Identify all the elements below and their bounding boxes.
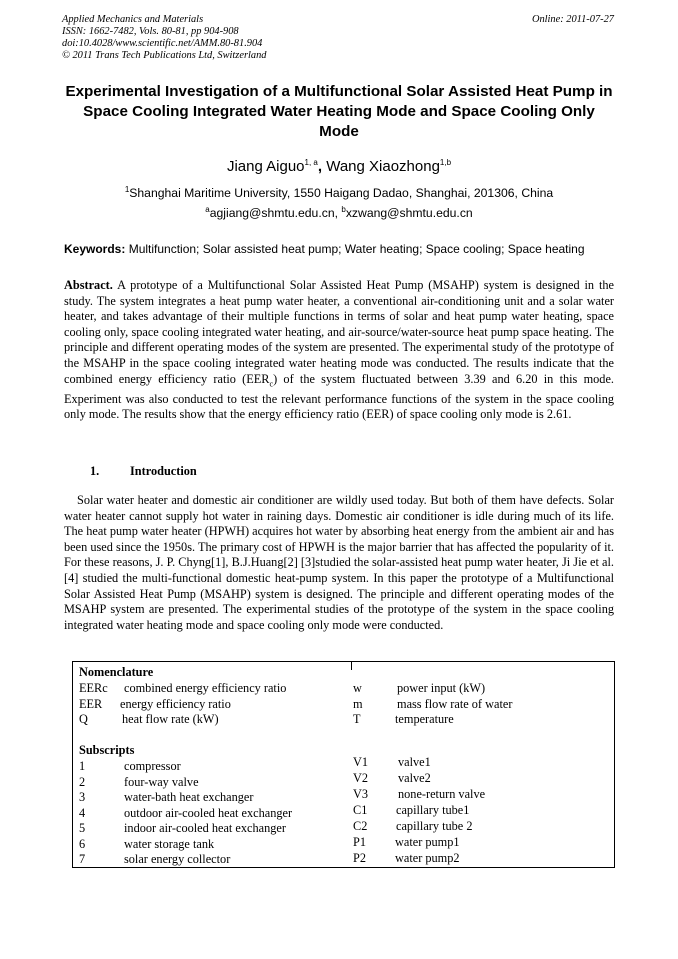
- keywords: [64, 242, 618, 256]
- sub-right-sym: V2: [353, 771, 369, 785]
- nomenclature-table: [72, 661, 615, 868]
- sub-left-desc: four-way valve: [124, 775, 199, 789]
- email-a-sup: a: [205, 204, 210, 214]
- sub-left-sym: 1: [79, 759, 86, 773]
- author-1: Jiang Aiguo: [226, 158, 305, 175]
- sub-right-desc: water pump1: [395, 835, 460, 849]
- nom-right-desc: mass flow rate of water: [397, 697, 513, 711]
- sub-right-desc: water pump2: [395, 851, 460, 865]
- email-b: xzwang@shmtu.edu.cn: [345, 206, 473, 220]
- issn-line: ISSN: 1662-7482, Vols. 80-81, pp 904-908: [62, 26, 239, 37]
- nom-right-sym: m: [353, 697, 363, 711]
- sub-right-desc: capillary tube1: [396, 803, 470, 817]
- sub-left-desc: water-bath heat exchanger: [124, 790, 254, 804]
- email-a: agjiang@shmtu.edu.cn,: [209, 206, 342, 220]
- sub-left-sym: 2: [79, 775, 86, 789]
- sub-left-desc: compressor: [124, 759, 181, 773]
- section-title: Introduction: [130, 464, 197, 478]
- sub-right-sym: C1: [353, 803, 368, 817]
- affiliation-text: Shanghai Maritime University, 1550 Haigang Dadao, Shanghai, 201306, China: [129, 186, 554, 200]
- nom-left-desc: heat flow rate (kW): [122, 712, 219, 726]
- abstract: [64, 278, 614, 423]
- nomenclature-divider: [351, 662, 352, 670]
- abstract-text-1: A prototype of a Multifunctional Solar Assisted Heat Pump (MSAHP) system is designed in the study. The system integrates a heat pump water heater, a conventional air-conditioning unit and a solar water heater, and takes advantage of their multiple functions in terms of solar and heat pump water heating, space cooling only, space cooling integrated water heating, and air-source/water-source heat pump space heating. The principle and different operating modes of the system are presented. The experimental study of the prototype of the MSAHP in the space cooling integrated water heating mode was conducted. The results indicate that the combined energy efficiency ratio (EER: [64, 278, 614, 386]
- sub-right-desc: valve1: [398, 755, 431, 769]
- sub-left-sym: 5: [79, 821, 86, 835]
- sub-left-sym: 3: [79, 790, 86, 804]
- author-2: Wang Xiaozhong: [326, 158, 440, 175]
- journal-header: [62, 14, 266, 62]
- sub-left-sym: 6: [79, 837, 86, 851]
- email-b-sup: b: [341, 204, 346, 214]
- author-line: [62, 158, 616, 175]
- sub-right-desc: none-return valve: [398, 787, 486, 801]
- nom-right-desc: temperature: [395, 712, 454, 726]
- nom-left-sym: Q: [79, 712, 88, 726]
- sub-left-desc: water storage tank: [124, 837, 215, 851]
- nom-left-sym: EER: [79, 697, 103, 711]
- sub-left-desc: solar energy collector: [124, 852, 231, 866]
- email-line: [62, 206, 616, 220]
- nom-left-sym: EERc: [79, 681, 108, 695]
- nom-left-desc: combined energy efficiency ratio: [124, 681, 287, 695]
- nom-right-sym: w: [353, 681, 362, 695]
- sub-left-sym: 4: [79, 806, 86, 820]
- sub-left-sym: 7: [79, 852, 86, 866]
- sub-right-sym: P1: [353, 835, 366, 849]
- affiliation: [62, 186, 616, 200]
- copyright-line: © 2011 Trans Tech Publications Ltd, Switzerland: [62, 50, 267, 61]
- paper-title: Experimental Investigation of a Multifunctional Solar Assisted Heat Pump in Space Cooling Integrated Water Heating Mode and Space Cooling Only Mode: [65, 83, 613, 140]
- sub-left-desc: outdoor air-cooled heat exchanger: [124, 806, 293, 820]
- online-date: Online: 2011-07-27: [531, 14, 614, 25]
- nom-right-desc: power input (kW): [397, 681, 486, 695]
- keywords-text: Multifunction; Solar assisted heat pump; Water heating; Space cooling; Space heating: [125, 242, 585, 256]
- abstract-label: Abstract.: [64, 278, 113, 292]
- subscripts-heading: Subscripts: [79, 743, 135, 757]
- author-1-sup: 1, a: [304, 158, 318, 167]
- sub-right-sym: V1: [353, 755, 369, 769]
- intro-paragraph: Solar water heater and domestic air conditioner are wildly used today. But both of them have defects. Solar water heater cannot supply hot water in raining days. Domestic air conditioner is idle during much of its life. The heat pump water heater (HPWH) acquires hot water by absorbing heat energy from the ambient air and has been used since the 1950s. The primary cost of HPWH is the major barrier that has affected the popularity of it. For these reasons, J. P. Chyng[1], B.J.Huang[2] [3]studied the solar-assisted heat pump water heater, Ji Jie et al.[4] studied the multi-functional domestic heat-pump system. In this paper the prototype of a Multifunctional Solar Assisted Heat Pump (MSAHP) system is designed. The principle and different operating modes of the MSAHP system are presented. The experimental studies of the prototype of the system in the space cooling integrated water heating mode and space cooling only mode were conducted.: [64, 493, 614, 632]
- sub-right-sym: V3: [353, 787, 369, 801]
- abstract-text-2: ) of the system fluctuated between 3.39 and 6.20 in this mode. Experiment was also conducted to test the relevant performance functions of the system in the space cooling only mode. The results show that the energy efficiency ratio (EER) of space cooling only mode is 2.61.: [64, 371, 614, 422]
- nom-right-sym: T: [353, 712, 361, 726]
- author-2-sup: 1,b: [439, 158, 452, 167]
- sub-left-desc: indoor air-cooled heat exchanger: [124, 821, 286, 835]
- section-heading: [90, 464, 197, 479]
- section-number: 1.: [90, 464, 100, 478]
- sub-right-sym: P2: [353, 851, 366, 865]
- journal-name: Applied Mechanics and Materials: [62, 14, 204, 25]
- abstract-sub: c: [269, 379, 274, 389]
- author-separator: ,: [317, 158, 327, 175]
- sub-right-desc: capillary tube 2: [396, 819, 473, 833]
- nomenclature-heading: Nomenclature: [79, 665, 154, 679]
- keywords-label: Keywords:: [64, 242, 126, 256]
- doi-line: doi:10.4028/www.scientific.net/AMM.80-81.904: [62, 38, 263, 49]
- nom-left-desc: energy efficiency ratio: [120, 697, 231, 711]
- sub-right-desc: valve2: [398, 771, 431, 785]
- sub-right-sym: C2: [353, 819, 368, 833]
- affiliation-sup: 1: [124, 184, 130, 194]
